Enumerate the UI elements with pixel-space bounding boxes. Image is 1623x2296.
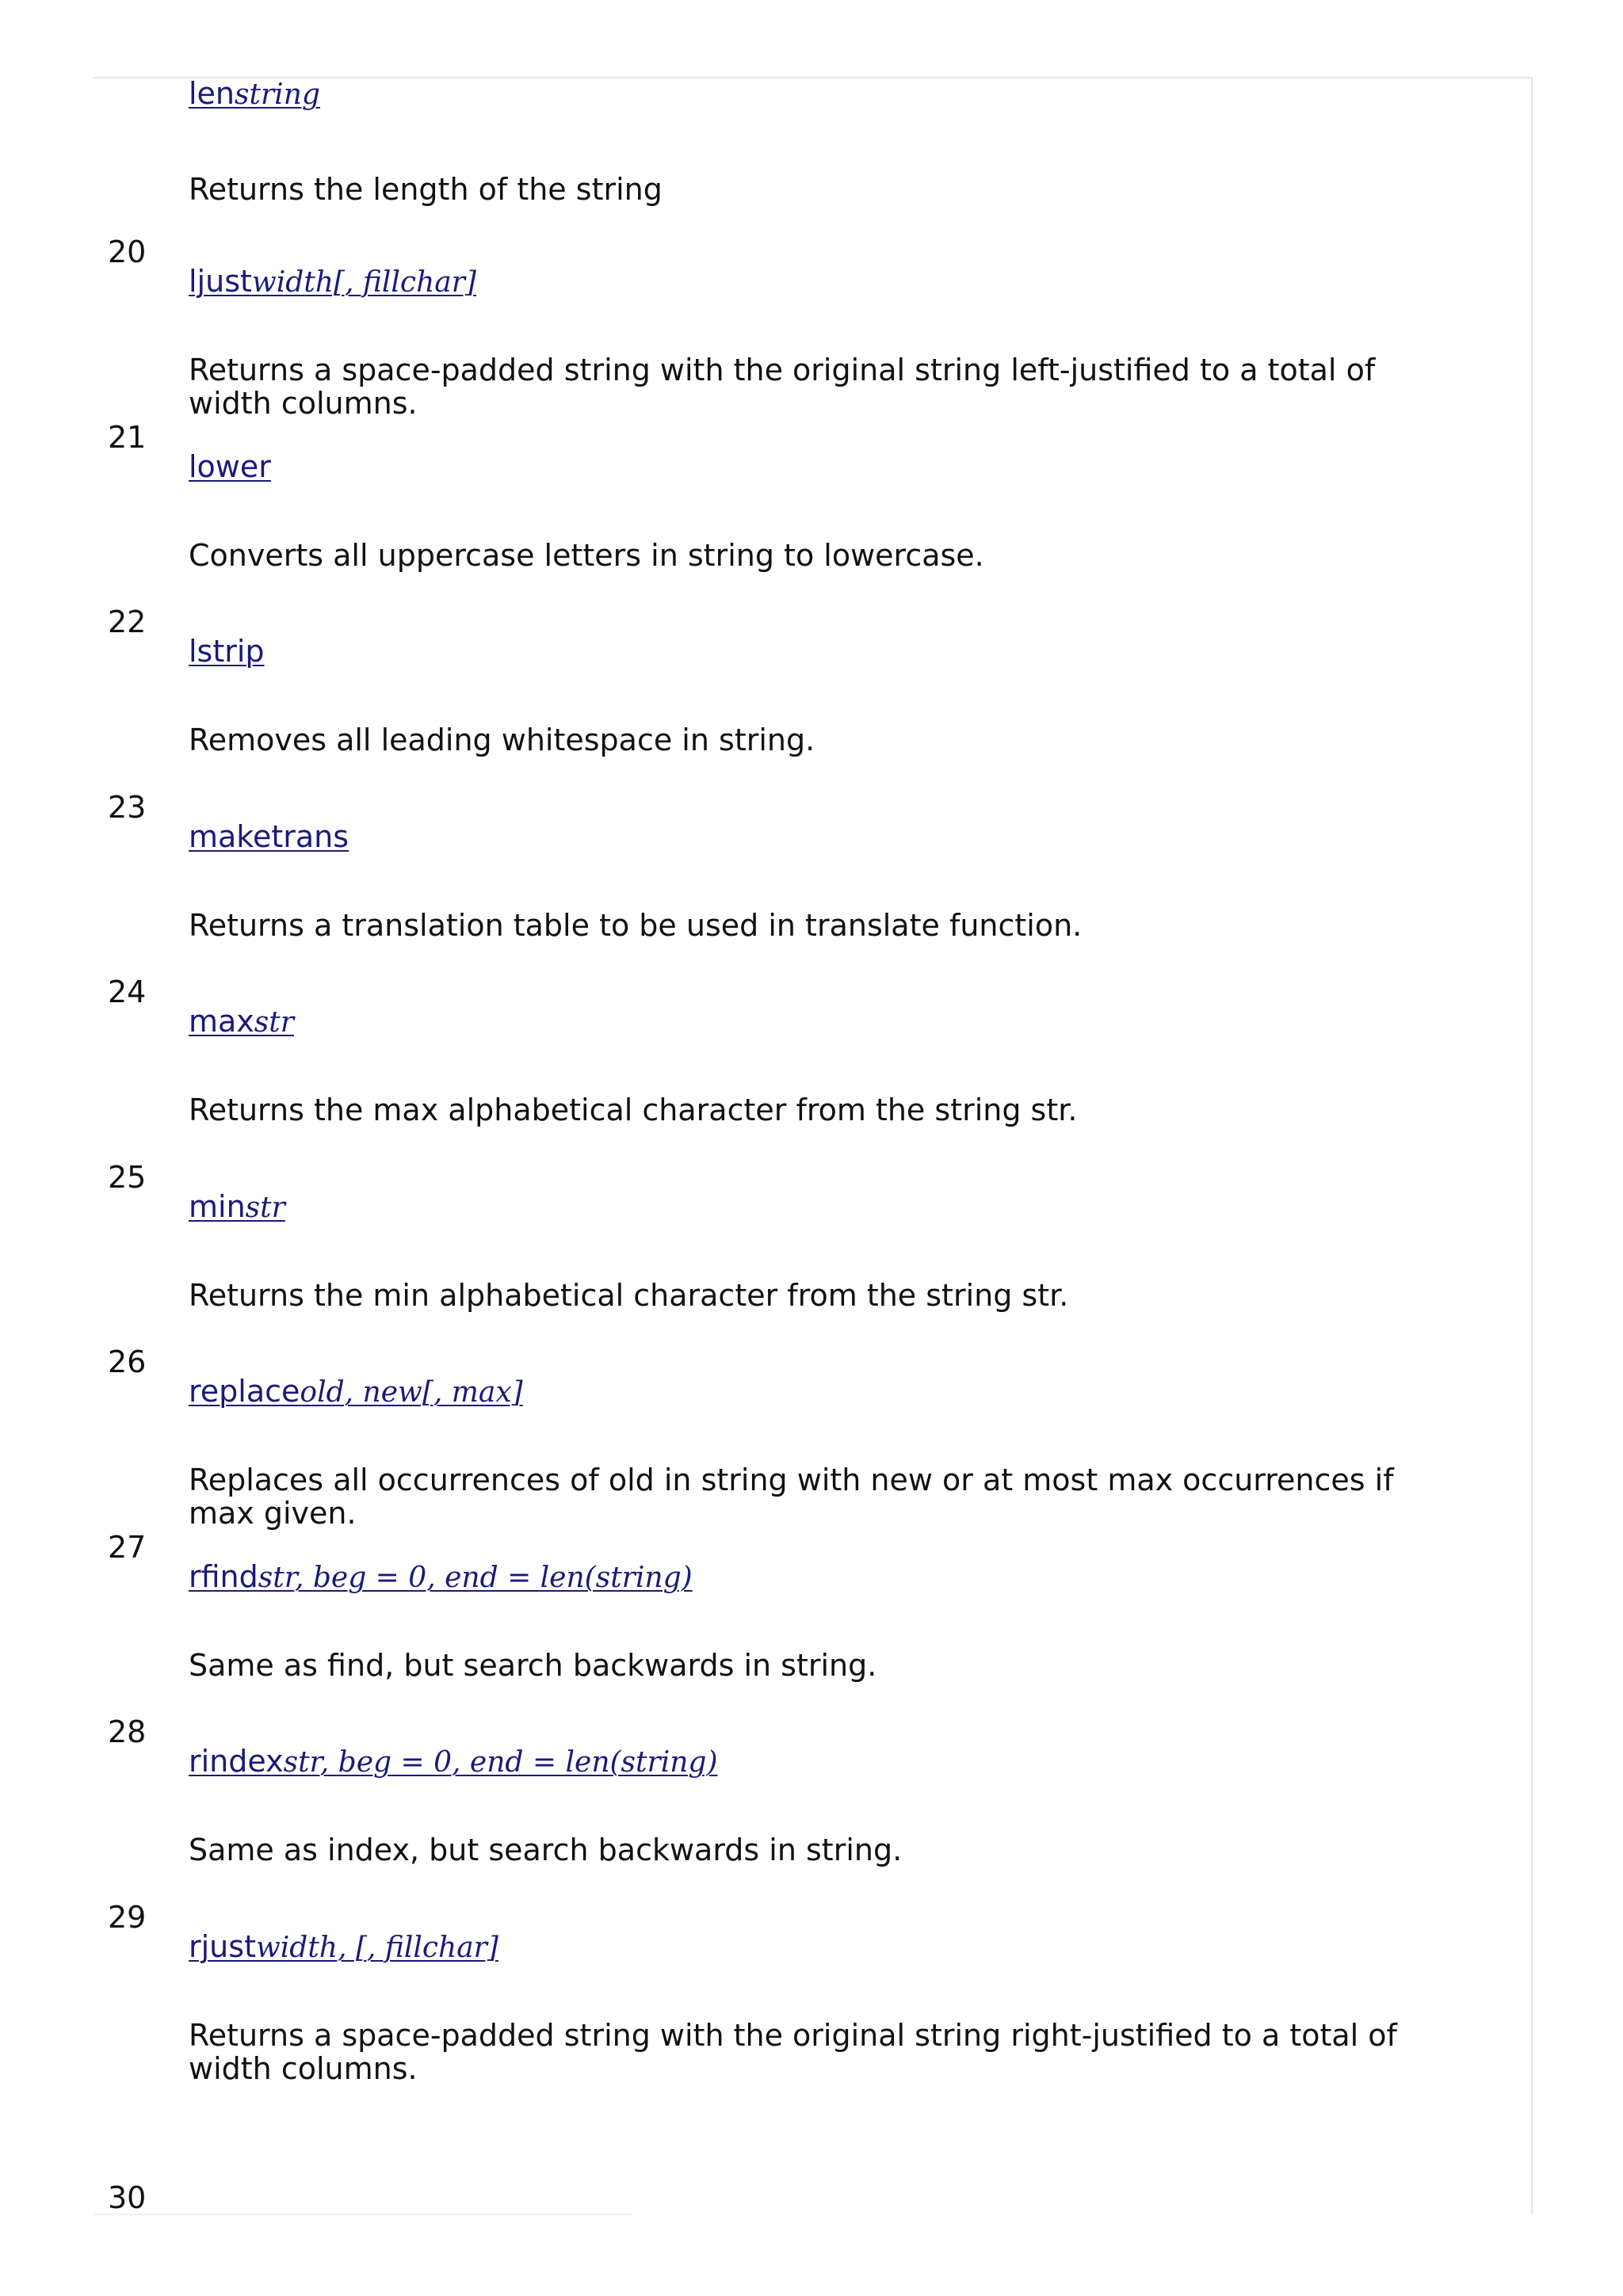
row-number: 22 bbox=[108, 605, 147, 639]
method-description: Returns a space-padded string with the original string right-justified to a total of width columns. bbox=[189, 2018, 1397, 2086]
method-name: replace bbox=[189, 1374, 300, 1409]
table-row bbox=[0, 1160, 1623, 1344]
method-link-ljust[interactable] bbox=[189, 261, 476, 303]
method-params: str bbox=[245, 1192, 285, 1224]
method-description: Returns a translation table to be used in translate function. bbox=[189, 908, 1083, 943]
method-name: max bbox=[189, 1004, 254, 1039]
method-link-min[interactable] bbox=[189, 1187, 285, 1228]
method-params: str, beg = 0, end = len(string) bbox=[283, 1746, 718, 1779]
method-params: width[, fillchar] bbox=[251, 266, 476, 299]
row-number: 25 bbox=[108, 1160, 147, 1195]
row-number: 29 bbox=[108, 1900, 147, 1935]
table-row bbox=[0, 974, 1623, 1158]
method-name: rfind bbox=[189, 1559, 258, 1594]
method-description: Same as find, but search backwards in string. bbox=[189, 1648, 877, 1683]
method-description: Replaces all occurrences of old in string with new or at most max occurrences if max given. bbox=[189, 1463, 1394, 1531]
method-link-rindex[interactable] bbox=[189, 1741, 718, 1783]
method-name: rjust bbox=[189, 1929, 256, 1964]
method-name: ljust bbox=[189, 264, 252, 299]
method-name: lstrip bbox=[189, 634, 265, 669]
row-number: 21 bbox=[108, 420, 147, 455]
method-name: len bbox=[189, 76, 235, 111]
table-row bbox=[0, 1344, 1623, 1531]
method-description: Returns the length of the string bbox=[189, 172, 663, 207]
method-params: old, new[, max] bbox=[300, 1376, 523, 1409]
method-description: Same as index, but search backwards in string. bbox=[189, 1833, 903, 1867]
row-number: 20 bbox=[108, 235, 147, 269]
method-link-lstrip[interactable] bbox=[189, 631, 265, 671]
method-link-lower[interactable] bbox=[189, 447, 271, 486]
method-description: Removes all leading whitespace in string. bbox=[189, 723, 815, 757]
table-row bbox=[0, 1530, 1623, 1714]
method-params: str bbox=[254, 1006, 294, 1039]
method-name: maketrans bbox=[189, 819, 349, 854]
method-params: str, beg = 0, end = len(string) bbox=[258, 1562, 693, 1594]
method-link-rjust[interactable] bbox=[189, 1927, 498, 1968]
row-number: 26 bbox=[108, 1344, 147, 1379]
table-row bbox=[0, 1714, 1623, 1898]
table-row bbox=[0, 790, 1623, 974]
method-name: lower bbox=[189, 449, 271, 484]
method-link-len[interactable] bbox=[189, 74, 320, 115]
row-number: 27 bbox=[108, 1530, 147, 1565]
method-link-maketrans[interactable] bbox=[189, 817, 349, 856]
method-link-rfind[interactable] bbox=[189, 1557, 693, 1598]
method-link-max[interactable] bbox=[189, 1001, 294, 1043]
method-link-replace[interactable] bbox=[189, 1371, 523, 1413]
method-params: string bbox=[235, 78, 320, 111]
row-number: 30 bbox=[108, 2180, 147, 2215]
method-params: width, [, fillchar] bbox=[255, 1932, 498, 1964]
table-row bbox=[0, 420, 1623, 604]
method-description: Returns a space-padded string with the original string left-justified to a total of width columns. bbox=[189, 353, 1376, 421]
row-number: 28 bbox=[108, 1714, 147, 1749]
method-name: min bbox=[189, 1189, 246, 1224]
table-row bbox=[0, 235, 1623, 421]
method-name: rindex bbox=[189, 1744, 284, 1779]
method-description: Converts all uppercase letters in string to lowercase. bbox=[189, 538, 984, 573]
table-bottom-border bbox=[94, 2214, 632, 2215]
table-row bbox=[0, 605, 1623, 788]
row-number: 24 bbox=[108, 974, 147, 1009]
method-description: Returns the min alphabetical character from the string str. bbox=[189, 1278, 1069, 1313]
row-number: 23 bbox=[108, 790, 147, 825]
table-row bbox=[0, 1900, 1623, 2084]
method-description: Returns the max alphabetical character from the string str. bbox=[189, 1093, 1078, 1127]
